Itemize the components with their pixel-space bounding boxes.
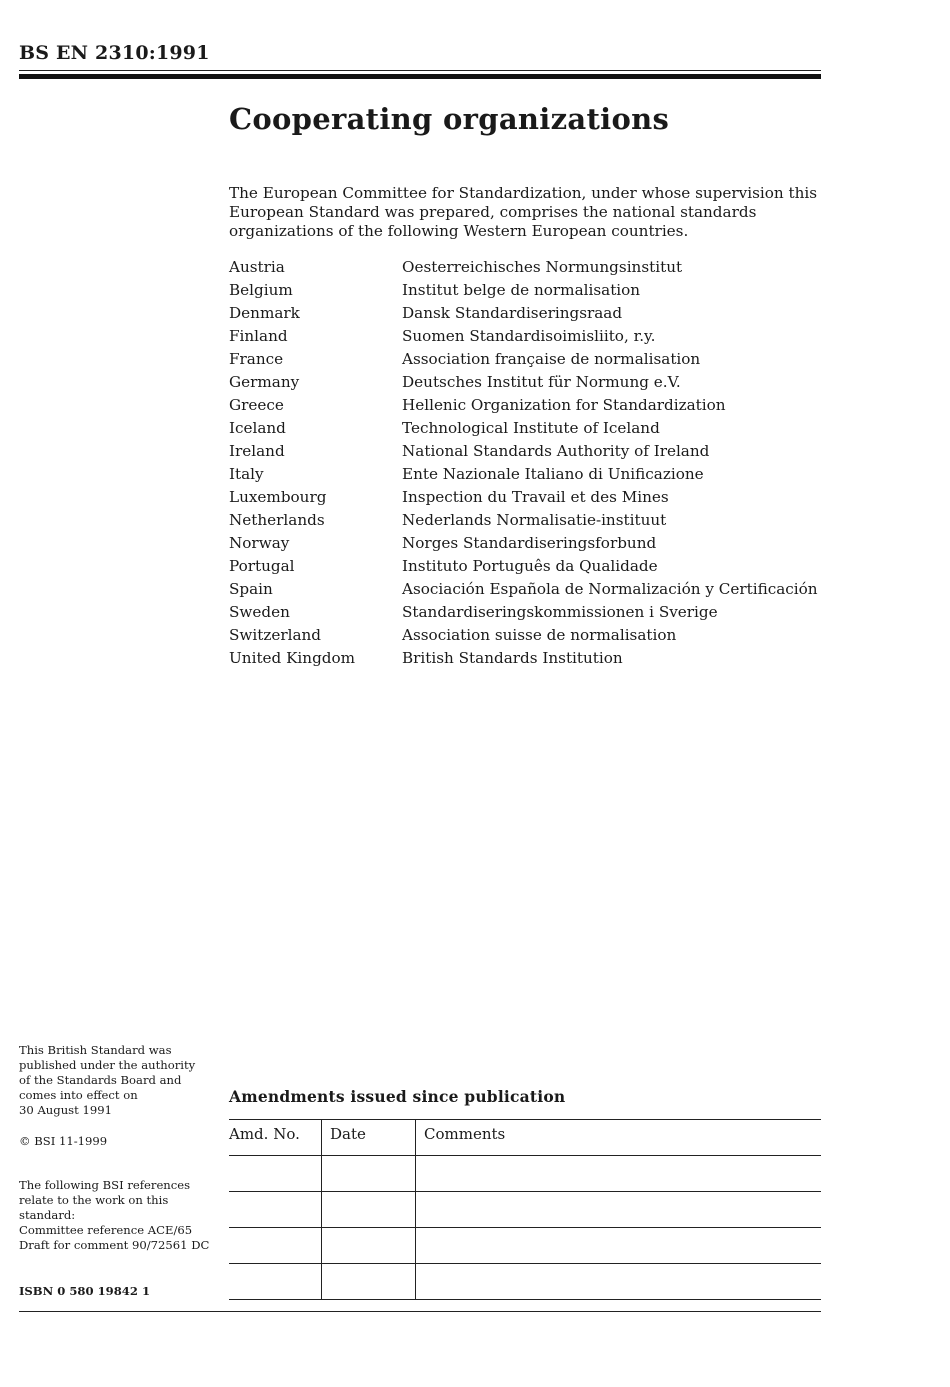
country-name: Finland	[229, 327, 288, 345]
organization-name: Hellenic Organization for Standardization	[402, 396, 726, 414]
publication-line: This British Standard was	[19, 1043, 172, 1057]
organization-name: Standardiseringskommissionen i Sverige	[402, 603, 718, 621]
list-item	[229, 648, 829, 671]
organization-name: Instituto Português da Qualidade	[402, 557, 658, 575]
country-name: Germany	[229, 373, 300, 391]
publication-line: 30 August 1991	[19, 1103, 112, 1117]
organization-name: Ente Nazionale Italiano di Unificazione	[402, 465, 704, 483]
organization-list	[229, 257, 829, 671]
column-header-comments: Comments	[416, 1120, 822, 1156]
country-name: Italy	[229, 465, 264, 483]
list-item	[229, 372, 829, 395]
list-item	[229, 326, 829, 349]
column-header-amd-no: Amd. No.	[229, 1120, 322, 1156]
country-name: Austria	[229, 258, 285, 276]
table-cell	[322, 1228, 416, 1264]
list-item	[229, 280, 829, 303]
table-row	[229, 1264, 821, 1300]
reference-line: relate to the work on this	[19, 1193, 169, 1207]
list-item	[229, 395, 829, 418]
isbn: ISBN 0 580 19842 1	[19, 1284, 151, 1298]
country-name: Ireland	[229, 442, 285, 460]
list-item	[229, 349, 829, 372]
list-item	[229, 602, 829, 625]
country-name: Portugal	[229, 557, 295, 575]
organization-name: Norges Standardiseringsforbund	[402, 534, 657, 552]
column-header-date: Date	[322, 1120, 416, 1156]
list-item	[229, 464, 829, 487]
table-row	[229, 1156, 821, 1192]
bsi-references	[19, 1178, 219, 1253]
list-item	[229, 257, 829, 280]
organization-name: Asociación Española de Normalización y Certificación	[402, 580, 818, 598]
reference-line: The following BSI references	[19, 1178, 191, 1192]
organization-name: Dansk Standardiseringsraad	[402, 304, 623, 322]
country-name: Sweden	[229, 603, 290, 621]
country-name: Belgium	[229, 281, 293, 299]
organization-name: Inspection du Travail et des Mines	[402, 488, 669, 506]
header-rule-thin	[19, 70, 821, 71]
list-item	[229, 533, 829, 556]
list-item	[229, 441, 829, 464]
country-name: France	[229, 350, 284, 368]
table-cell	[229, 1264, 322, 1300]
organization-name: Association suisse de normalisation	[402, 626, 677, 644]
table-row	[229, 1228, 821, 1264]
reference-line: Draft for comment 90/72561 DC	[19, 1238, 210, 1252]
country-name: United Kingdom	[229, 649, 356, 667]
amendments-title: Amendments issued since publication	[229, 1087, 566, 1106]
organization-name: National Standards Authority of Ireland	[402, 442, 710, 460]
header-rule-thick	[19, 74, 821, 79]
intro-paragraph: The European Committee for Standardization, under whose supervision this European Standard was prepared, comprises the national standards organizations of the following Western European countries.	[229, 184, 818, 240]
list-item	[229, 625, 829, 648]
list-item	[229, 510, 829, 533]
organization-name: Suomen Standardisoimisliito, r.y.	[402, 327, 656, 345]
organization-name: Technological Institute of Iceland	[402, 419, 660, 437]
list-item	[229, 579, 829, 602]
publication-line: of the Standards Board and	[19, 1073, 182, 1087]
table-cell	[416, 1192, 822, 1228]
list-item	[229, 556, 829, 579]
amendments-table	[229, 1119, 821, 1300]
list-item	[229, 487, 829, 510]
organization-name: Association française de normalisation	[402, 350, 701, 368]
country-name: Switzerland	[229, 626, 322, 644]
footer-rule	[19, 1311, 821, 1312]
country-name: Netherlands	[229, 511, 325, 529]
list-item	[229, 303, 829, 326]
country-name: Iceland	[229, 419, 286, 437]
table-cell	[322, 1192, 416, 1228]
publication-note	[19, 1043, 219, 1118]
reference-line: Committee reference ACE/65	[19, 1223, 193, 1237]
table-cell	[229, 1192, 322, 1228]
table-cell	[229, 1228, 322, 1264]
table-row	[229, 1192, 821, 1228]
organization-name: British Standards Institution	[402, 649, 623, 667]
organization-name: Deutsches Institut für Normung e.V.	[402, 373, 681, 391]
table-cell	[322, 1156, 416, 1192]
publication-line: comes into effect on	[19, 1088, 138, 1102]
table-cell	[416, 1264, 822, 1300]
publication-line: published under the authority	[19, 1058, 196, 1072]
organization-name: Institut belge de normalisation	[402, 281, 641, 299]
page-title: Cooperating organizations	[229, 102, 670, 136]
table-header-row	[229, 1120, 821, 1156]
country-name: Luxembourg	[229, 488, 327, 506]
country-name: Denmark	[229, 304, 300, 322]
copyright-notice: © BSI 11-1999	[19, 1134, 108, 1148]
list-item	[229, 418, 829, 441]
standard-number: BS EN 2310:1991	[19, 42, 210, 64]
reference-line: standard:	[19, 1208, 76, 1222]
organization-name: Oesterreichisches Normungsinstitut	[402, 258, 683, 276]
table-cell	[416, 1156, 822, 1192]
table-cell	[322, 1264, 416, 1300]
country-name: Norway	[229, 534, 290, 552]
organization-name: Nederlands Normalisatie-instituut	[402, 511, 667, 529]
country-name: Spain	[229, 580, 273, 598]
country-name: Greece	[229, 396, 284, 414]
table-cell	[416, 1228, 822, 1264]
table-cell	[229, 1156, 322, 1192]
